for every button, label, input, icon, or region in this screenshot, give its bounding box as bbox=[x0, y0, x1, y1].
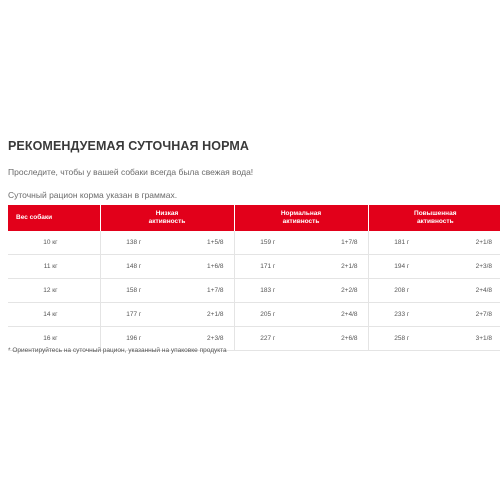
header-weight bbox=[8, 205, 100, 231]
feeding-table bbox=[8, 205, 500, 351]
cell-low-grams: 138 г bbox=[100, 231, 167, 255]
cell-low-cups: 1+6/8 bbox=[167, 255, 234, 279]
water-notice: Проследите, чтобы у вашей собаки всегда была свежая вода! bbox=[8, 167, 254, 177]
cell-low-cups: 2+1/8 bbox=[167, 303, 234, 327]
header-low-activity bbox=[100, 205, 234, 231]
cell-high-cups: 3+1/8 bbox=[435, 327, 500, 351]
cell-low-grams: 158 г bbox=[100, 279, 167, 303]
header-low-line2: активность bbox=[148, 218, 186, 225]
table-row bbox=[8, 303, 500, 327]
ration-note: Суточный рацион корма указан в граммах. bbox=[8, 190, 178, 200]
cell-normal-cups: 2+6/8 bbox=[301, 327, 368, 351]
cell-high-grams: 194 г bbox=[368, 255, 435, 279]
cell-weight: 11 кг bbox=[8, 255, 100, 279]
header-high-line2: активность bbox=[416, 218, 454, 225]
cell-normal-grams: 183 г bbox=[234, 279, 301, 303]
cell-high-cups: 2+3/8 bbox=[435, 255, 500, 279]
table-row bbox=[8, 255, 500, 279]
cell-weight: 12 кг bbox=[8, 279, 100, 303]
cell-high-grams: 258 г bbox=[368, 327, 435, 351]
cell-high-cups: 2+4/8 bbox=[435, 279, 500, 303]
cell-high-cups: 2+7/8 bbox=[435, 303, 500, 327]
cell-normal-grams: 227 г bbox=[234, 327, 301, 351]
cell-weight: 14 кг bbox=[8, 303, 100, 327]
header-high-activity bbox=[368, 205, 500, 231]
cell-normal-cups: 1+7/8 bbox=[301, 231, 368, 255]
header-normal-line2: активность bbox=[282, 218, 320, 225]
cell-high-cups: 2+1/8 bbox=[435, 231, 500, 255]
header-low-line1: Низкая bbox=[155, 210, 179, 217]
cell-low-grams: 177 г bbox=[100, 303, 167, 327]
page-title: РЕКОМЕНДУЕМАЯ СУТОЧНАЯ НОРМА bbox=[8, 139, 250, 153]
table-header-row bbox=[8, 205, 500, 231]
cell-normal-cups: 2+2/8 bbox=[301, 279, 368, 303]
cell-normal-cups: 2+1/8 bbox=[301, 255, 368, 279]
header-weight-label: Вес собаки bbox=[16, 214, 53, 221]
header-normal-activity bbox=[234, 205, 368, 231]
cell-high-grams: 208 г bbox=[368, 279, 435, 303]
table-row bbox=[8, 279, 500, 303]
cell-weight: 16 кг bbox=[8, 327, 100, 351]
cell-normal-grams: 171 г bbox=[234, 255, 301, 279]
cell-low-grams: 148 г bbox=[100, 255, 167, 279]
footnote: * Ориентируйтесь на суточный рацион, указанный на упаковке продукта bbox=[8, 347, 227, 354]
cell-low-cups: 1+5/8 bbox=[167, 231, 234, 255]
cell-normal-grams: 205 г bbox=[234, 303, 301, 327]
cell-normal-grams: 159 г bbox=[234, 231, 301, 255]
table-row bbox=[8, 231, 500, 255]
cell-low-cups: 1+7/8 bbox=[167, 279, 234, 303]
cell-low-grams: 196 г bbox=[100, 327, 167, 351]
cell-high-grams: 233 г bbox=[368, 303, 435, 327]
cell-weight: 10 кг bbox=[8, 231, 100, 255]
cell-high-grams: 181 г bbox=[368, 231, 435, 255]
header-normal-line1: Нормальная bbox=[280, 210, 322, 217]
cell-low-cups: 2+3/8 bbox=[167, 327, 234, 351]
header-high-line1: Повышенная bbox=[414, 210, 457, 217]
cell-normal-cups: 2+4/8 bbox=[301, 303, 368, 327]
